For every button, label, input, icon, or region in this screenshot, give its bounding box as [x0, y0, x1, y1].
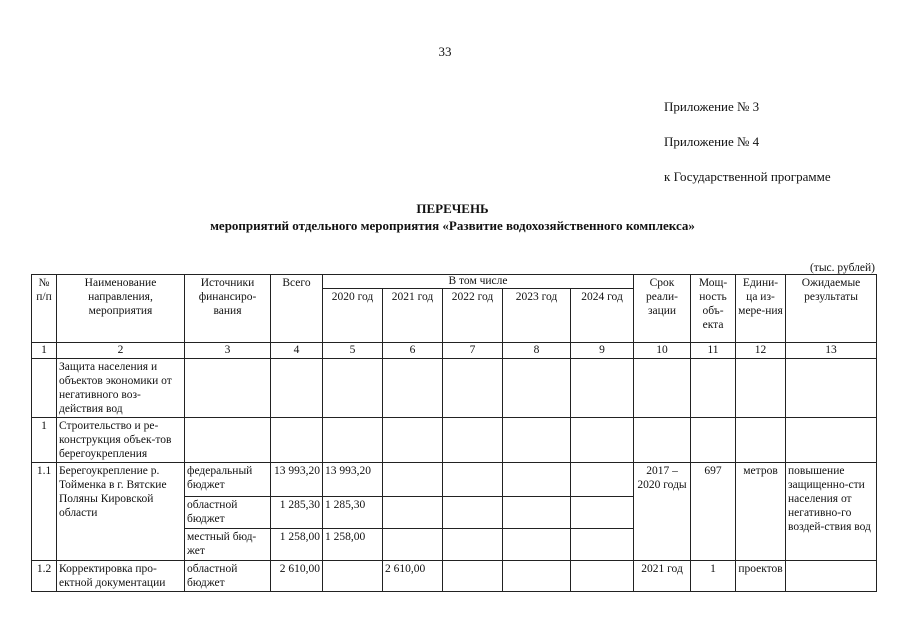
item-1-2-num: 1.2: [32, 561, 57, 592]
page-number: 33: [438, 44, 452, 59]
column-number: 12: [736, 343, 786, 359]
item-1-1-source-regional: областной бюджет: [185, 497, 271, 529]
document-title: ПЕРЕЧЕНЬ: [416, 201, 489, 216]
measures-table: [31, 274, 877, 592]
column-number: 10: [634, 343, 691, 359]
item-1-1-results: повышение защищенно-сти населения от негативно-го воздей-ствия вод: [786, 463, 877, 561]
header-name: Наименование направления, мероприятия: [57, 275, 185, 343]
document-subtitle: мероприятий отдельного мероприятия «Развитие водохозяйственного комплекса»: [210, 218, 695, 233]
table-row-section-a: [32, 359, 877, 418]
item-1-1-unit: метров: [736, 463, 786, 561]
item-1-1-total-regional: 1 285,30: [271, 497, 323, 529]
column-number: 2: [57, 343, 185, 359]
item-1-1-source-local: местный бюд-жет: [185, 529, 271, 561]
appendix-line-1: Приложение № 3: [664, 99, 760, 114]
column-number: 9: [571, 343, 634, 359]
header-row-1: [32, 275, 877, 289]
column-number-row: [32, 343, 877, 359]
section-1-num: 1: [32, 418, 57, 463]
item-1-1-total-federal: 13 993,20: [271, 463, 323, 497]
item-1-1-capacity: 697: [691, 463, 736, 561]
item-1-1-name: Берегоукрепление р. Тойменка в г. Вятские Поляны Кировской области: [57, 463, 185, 561]
header-capacity: Мощ-ность объ-екта: [691, 275, 736, 343]
item-1-1-2020-federal: 13 993,20: [323, 463, 383, 497]
item-1-2-name: Корректировка про-ектной документации: [57, 561, 185, 592]
column-number: 7: [443, 343, 503, 359]
header-including: В том числе: [323, 275, 634, 289]
table-row-1-1-federal: [32, 463, 877, 497]
header-num: № п/п: [32, 275, 57, 343]
column-number: 13: [786, 343, 877, 359]
column-number: 8: [503, 343, 571, 359]
header-term: Срок реали-зации: [634, 275, 691, 343]
item-1-2-2021: 2 610,00: [383, 561, 443, 592]
appendix-line-2: Приложение № 4: [664, 134, 760, 149]
column-number: 6: [383, 343, 443, 359]
section-a-name: Защита населения и объектов экономики от негативного воз-действия вод: [57, 359, 185, 418]
header-2020: 2020 год: [323, 289, 383, 343]
units-note: (тыс. рублей): [809, 262, 875, 274]
column-number: 5: [323, 343, 383, 359]
item-1-1-total-local: 1 258,00: [271, 529, 323, 561]
header-2023: 2023 год: [503, 289, 571, 343]
column-number: 11: [691, 343, 736, 359]
appendix-line-3: к Государственной программе: [664, 169, 831, 184]
header-total: Всего: [271, 275, 323, 343]
column-number: 4: [271, 343, 323, 359]
item-1-1-2020-local: 1 258,00: [323, 529, 383, 561]
item-1-1-source-federal: федеральный бюджет: [185, 463, 271, 497]
item-1-2-capacity: 1: [691, 561, 736, 592]
header-2024: 2024 год: [571, 289, 634, 343]
header-sources: Источники финансиро-вания: [185, 275, 271, 343]
item-1-2-unit: проектов: [736, 561, 786, 592]
item-1-1-num: 1.1: [32, 463, 57, 561]
header-unit: Едини-ца из-мере-ния: [736, 275, 786, 343]
item-1-2-source: областной бюджет: [185, 561, 271, 592]
column-number: 3: [185, 343, 271, 359]
header-2022: 2022 год: [443, 289, 503, 343]
table-row-1-2: [32, 561, 877, 592]
section-1-name: Строительство и ре-конструкция объек-тов берегоукрепления: [57, 418, 185, 463]
item-1-2-term: 2021 год: [634, 561, 691, 592]
header-2021: 2021 год: [383, 289, 443, 343]
table-row-section-1: [32, 418, 877, 463]
header-results: Ожидаемые результаты: [786, 275, 877, 343]
item-1-1-term: 2017 – 2020 годы: [634, 463, 691, 561]
item-1-2-total: 2 610,00: [271, 561, 323, 592]
column-number: 1: [32, 343, 57, 359]
item-1-1-2020-regional: 1 285,30: [323, 497, 383, 529]
